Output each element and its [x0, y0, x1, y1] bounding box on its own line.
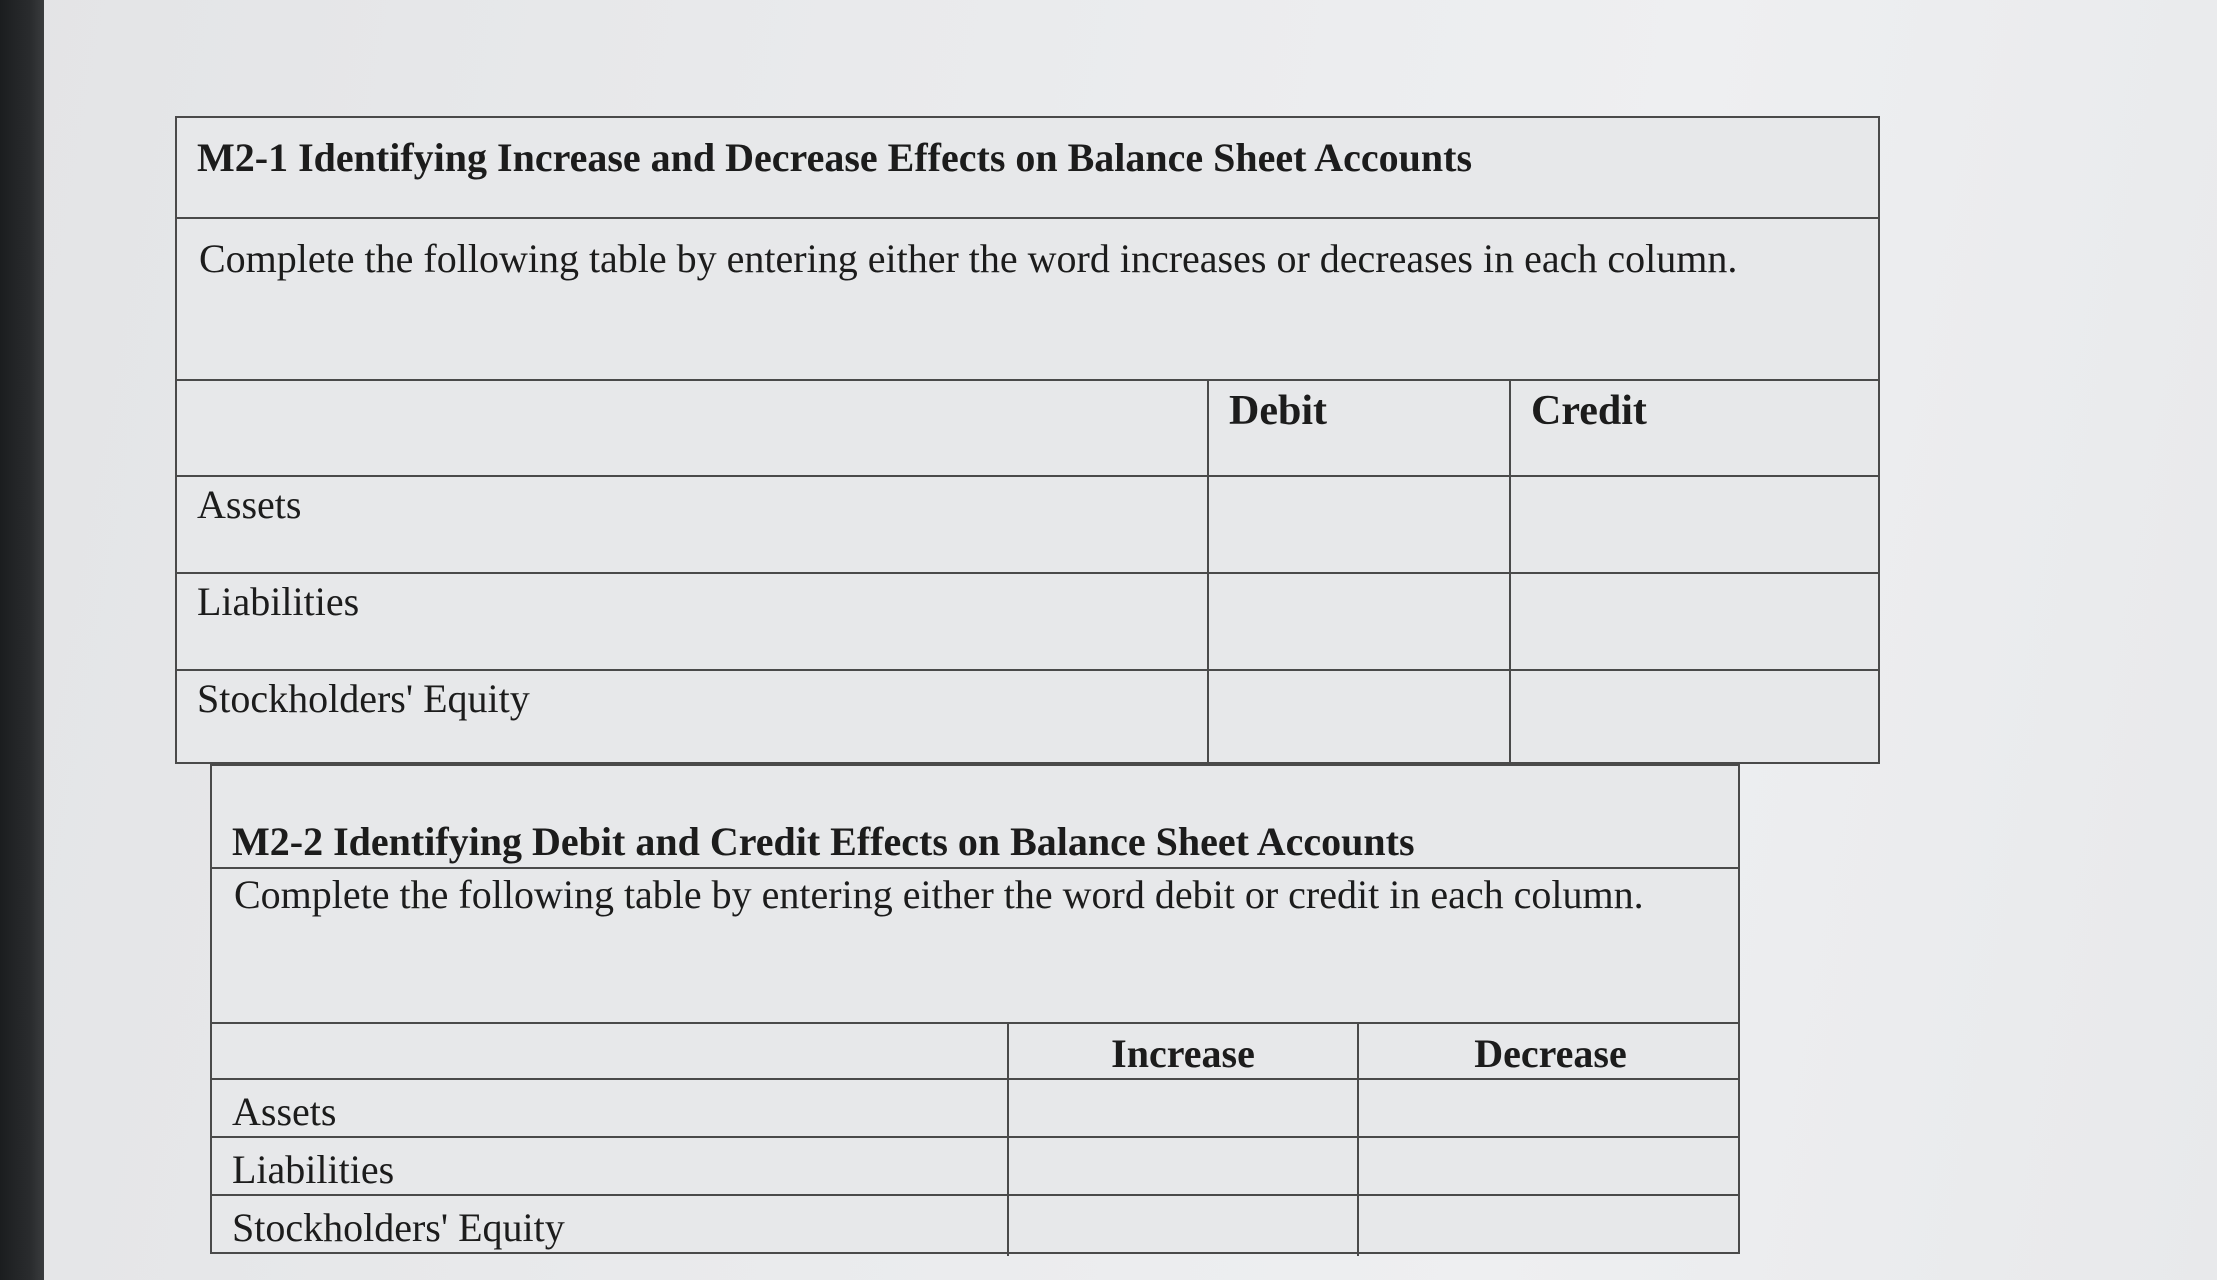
row-label-assets: Assets — [232, 1089, 337, 1134]
answer-cell-equity-debit[interactable] — [1209, 671, 1511, 766]
header-cell-debit — [1209, 381, 1511, 475]
header-row — [212, 1024, 1738, 1080]
table-m2-2 — [210, 764, 1740, 1254]
answer-cell-equity-credit[interactable] — [1511, 671, 1882, 766]
answer-cell-assets-debit[interactable] — [1209, 477, 1511, 572]
row-label-cell — [177, 477, 1209, 572]
answer-cell-assets-increase[interactable] — [1009, 1080, 1359, 1136]
header-cell-decrease — [1359, 1024, 1742, 1078]
answer-cell-liabilities-increase[interactable] — [1009, 1138, 1359, 1194]
header-cell-blank — [177, 381, 1209, 475]
row-label-stockholders-equity: Stockholders' Equity — [197, 676, 530, 721]
instructions-row — [212, 869, 1738, 1024]
instructions-text: Complete the following table by entering either the word debit or credit in each column. — [234, 872, 1644, 917]
row-label-cell — [212, 1138, 1009, 1194]
table-row — [177, 477, 1878, 574]
header-cell-blank — [212, 1024, 1009, 1078]
column-header-decrease: Decrease — [1474, 1031, 1627, 1076]
answer-cell-assets-credit[interactable] — [1511, 477, 1882, 572]
table-m2-1 — [175, 116, 1880, 764]
header-row — [177, 381, 1878, 477]
row-label-liabilities: Liabilities — [197, 579, 360, 624]
table-title: M2-2 Identifying Debit and Credit Effects on Balance Sheet Accounts — [232, 819, 1415, 864]
table-row — [212, 1138, 1738, 1196]
table-row — [212, 1196, 1738, 1256]
row-label-cell — [212, 1080, 1009, 1136]
column-header-credit: Credit — [1531, 388, 1647, 434]
table-row — [177, 671, 1878, 766]
answer-cell-equity-increase[interactable] — [1009, 1196, 1359, 1256]
row-label-cell — [177, 574, 1209, 669]
row-label-cell — [177, 671, 1209, 766]
monitor-bezel — [0, 0, 44, 1280]
row-label-assets: Assets — [197, 482, 302, 527]
answer-cell-liabilities-decrease[interactable] — [1359, 1138, 1742, 1194]
answer-cell-liabilities-debit[interactable] — [1209, 574, 1511, 669]
header-cell-credit — [1511, 381, 1882, 475]
table-title: M2-1 Identifying Increase and Decrease Effects on Balance Sheet Accounts — [197, 135, 1473, 180]
column-header-increase: Increase — [1111, 1031, 1255, 1076]
table-row — [212, 1080, 1738, 1138]
table-title-row — [177, 118, 1878, 219]
table-row — [177, 574, 1878, 671]
answer-cell-assets-decrease[interactable] — [1359, 1080, 1742, 1136]
instructions-row — [177, 219, 1878, 381]
row-label-cell — [212, 1196, 1009, 1256]
row-label-liabilities: Liabilities — [232, 1147, 395, 1192]
answer-cell-liabilities-credit[interactable] — [1511, 574, 1882, 669]
instructions-text: Complete the following table by entering either the word increases or decreases in each column. — [199, 236, 1738, 281]
header-cell-increase — [1009, 1024, 1359, 1078]
table-title-row — [212, 766, 1738, 869]
answer-cell-equity-decrease[interactable] — [1359, 1196, 1742, 1256]
row-label-stockholders-equity: Stockholders' Equity — [232, 1205, 565, 1250]
column-header-debit: Debit — [1229, 388, 1327, 434]
